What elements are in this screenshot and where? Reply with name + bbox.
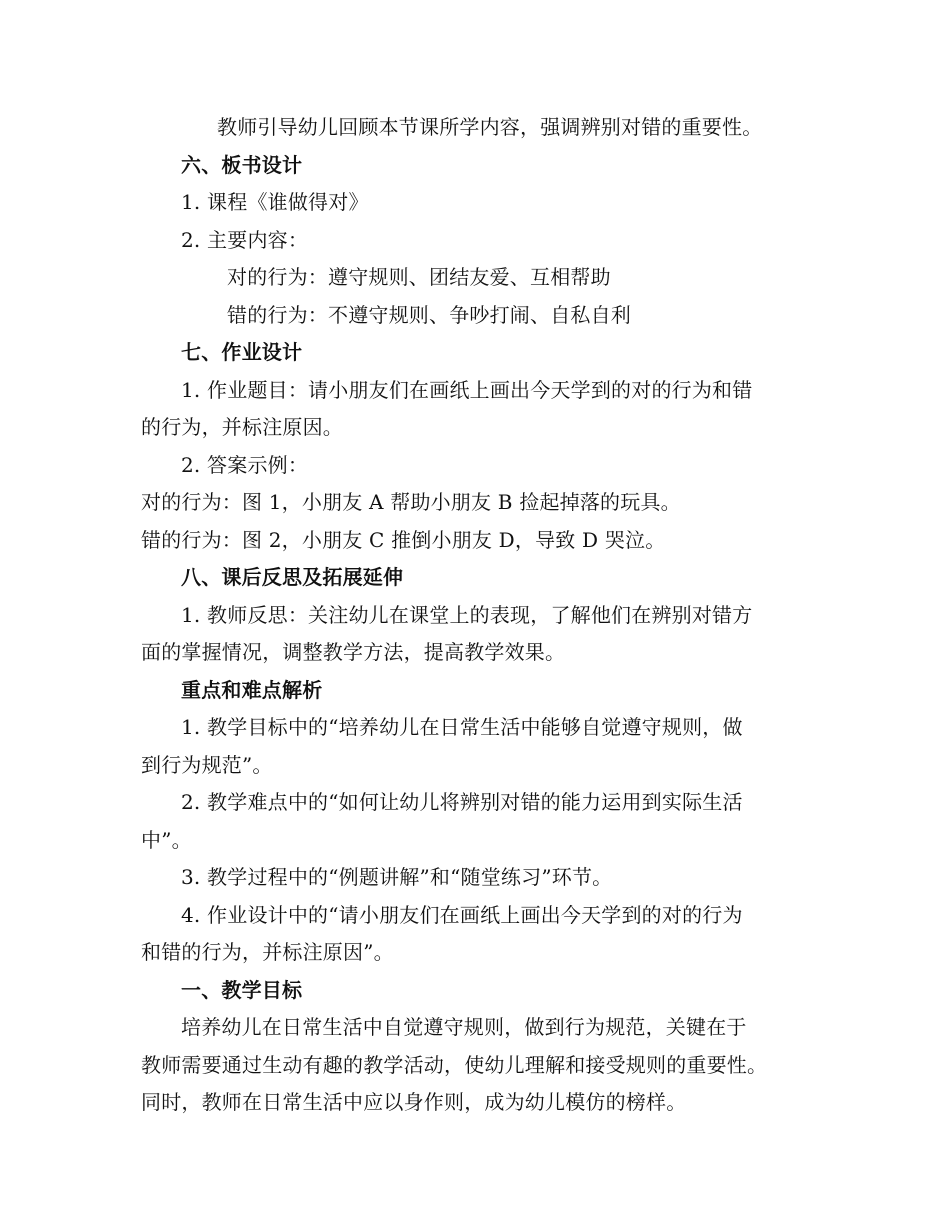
section-heading-key-points: 重点和难点解析 bbox=[181, 677, 323, 702]
paragraph-line: 培养幼儿在日常生活中自觉遵守规则，做到行为规范，关键在于 bbox=[181, 1015, 747, 1039]
list-item: 3. 教学过程中的“例题讲解”和“随堂练习”环节。 bbox=[181, 865, 613, 889]
list-item: 1. 课程《谁做得对》 bbox=[181, 190, 369, 214]
paragraph-line: 错的行为：图 2，小朋友 C 推倒小朋友 D，导致 D 哭泣。 bbox=[141, 527, 666, 552]
list-item: 2. 主要内容： bbox=[181, 227, 309, 252]
paragraph-line: 中”。 bbox=[141, 827, 192, 852]
section-heading-homework: 七、作业设计 bbox=[181, 340, 303, 364]
paragraph-line: 面的掌握情况，调整教学方法，提高教学效果。 bbox=[141, 640, 566, 664]
list-item: 2. 教学难点中的“如何让幼儿将辨别对错的能力运用到实际生活 bbox=[181, 790, 743, 814]
paragraph-line: 对的行为：图 1，小朋友 A 帮助小朋友 B 捡起掉落的玩具。 bbox=[141, 490, 681, 514]
paragraph-line: 同时，教师在日常生活中应以身作则，成为幼儿模仿的榜样。 bbox=[141, 1090, 687, 1114]
list-item: 1. 作业题目：请小朋友们在画纸上画出今天学到的对的行为和错 bbox=[181, 377, 753, 402]
sub-list-item: 错的行为：不遵守规则、争吵打闹、自私自利 bbox=[227, 302, 631, 327]
list-item: 1. 教学目标中的“培养幼儿在日常生活中能够自觉遵守规则，做 bbox=[181, 715, 743, 739]
section-heading-reflection: 八、课后反思及拓展延伸 bbox=[181, 565, 404, 589]
paragraph-line: 的行为，并标注原因。 bbox=[141, 415, 343, 439]
paragraph-line: 教师引导幼儿回顾本节课所学内容，强调辨别对错的重要性。 bbox=[217, 115, 763, 139]
section-heading-board-design: 六、板书设计 bbox=[181, 152, 303, 177]
document-page bbox=[141, 109, 809, 1122]
paragraph-line: 到行为规范”。 bbox=[141, 752, 273, 777]
list-item: 2. 答案示例： bbox=[181, 452, 309, 477]
section-heading-teaching-goals: 一、教学目标 bbox=[181, 977, 303, 1002]
paragraph-line: 教师需要通过生动有趣的教学活动，使幼儿理解和接受规则的重要性。 bbox=[141, 1052, 768, 1077]
list-item: 1. 教师反思：关注幼儿在课堂上的表现，了解他们在辨别对错方 bbox=[181, 602, 753, 627]
list-item: 4. 作业设计中的“请小朋友们在画纸上画出今天学到的对的行为 bbox=[181, 902, 743, 927]
paragraph-line: 和错的行为，并标注原因”。 bbox=[141, 940, 394, 964]
sub-list-item: 对的行为：遵守规则、团结友爱、互相帮助 bbox=[227, 265, 611, 289]
